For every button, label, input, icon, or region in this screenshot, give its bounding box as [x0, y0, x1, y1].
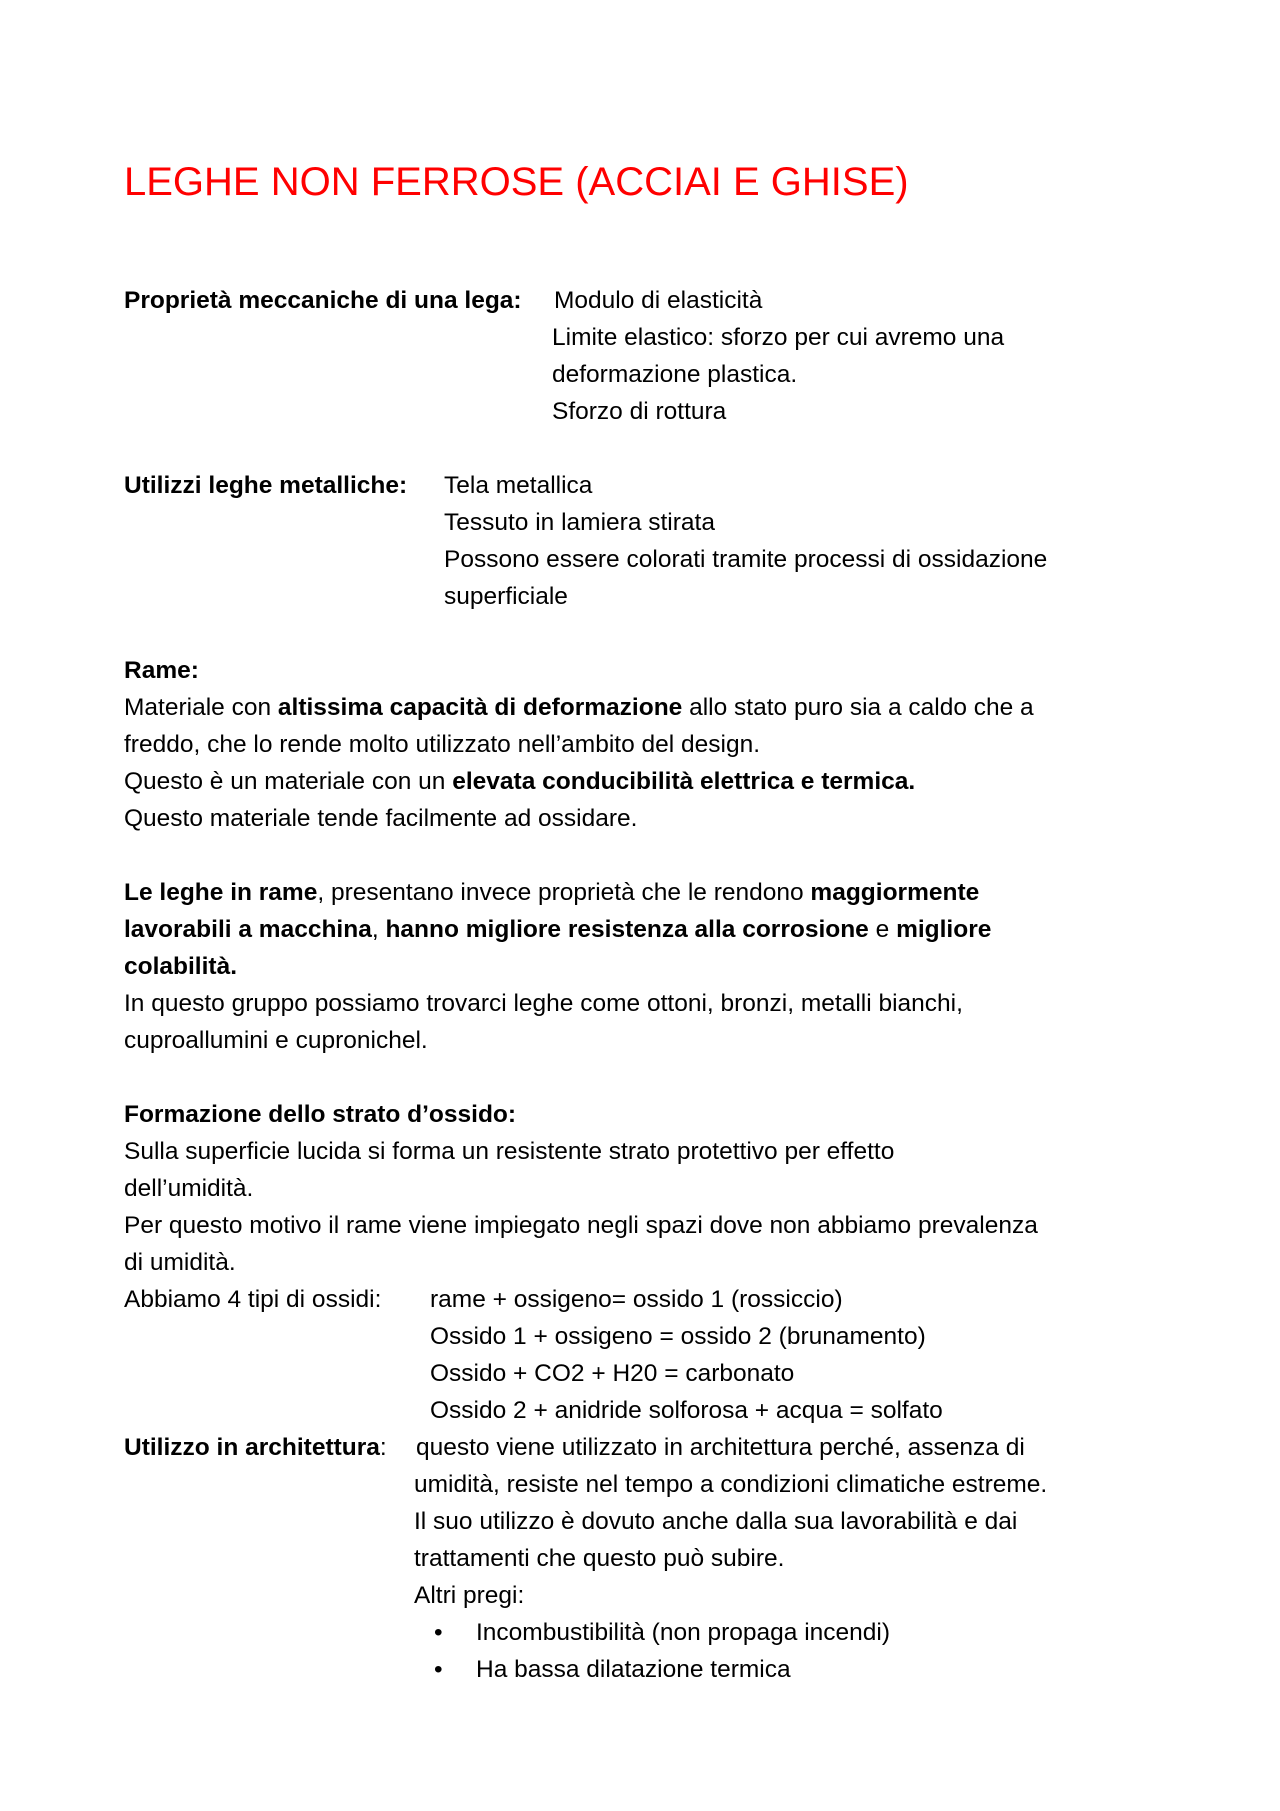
utilizzi-item: Possono essere colorati tramite processi di ossidazione	[444, 546, 1048, 573]
utilizzi-label: Utilizzi leghe metalliche:	[124, 472, 408, 499]
ossido-line: dell’umidità.	[124, 1175, 254, 1202]
leghe-rame-line: In questo gruppo possiamo trovarci leghe come ottoni, bronzi, metalli bianchi,	[124, 990, 963, 1017]
ossido-line: Per questo motivo il rame viene impiegato negli spazi dove non abbiamo prevalenza	[124, 1212, 1038, 1239]
rame-paragraph-line: Questo è un materiale con un elevata conducibilità elettrica e termica.	[124, 768, 916, 795]
ossido-tipo: Ossido 1 + ossigeno = ossido 2 (brunamento)	[430, 1323, 926, 1350]
architettura-line: Altri pregi:	[414, 1582, 525, 1609]
ossido-tipo: Ossido + CO2 + H20 = carbonato	[430, 1360, 795, 1387]
rame-paragraph-line: Questo materiale tende facilmente ad ossidare.	[124, 805, 638, 832]
architettura-line: umidità, resiste nel tempo a condizioni climatiche estreme.	[414, 1471, 1048, 1498]
architettura-line: questo viene utilizzato in architettura perché, assenza di	[416, 1434, 1025, 1461]
proprieta-item: Limite elastico: sforzo per cui avremo una	[552, 324, 1005, 351]
ossido-line: Sulla superficie lucida si forma un resistente strato protettivo per effetto	[124, 1138, 895, 1165]
rame-paragraph-line: freddo, che lo rende molto utilizzato nell’ambito del design.	[124, 731, 761, 758]
utilizzi-item: Tessuto in lamiera stirata	[444, 509, 715, 536]
ossido-line: di umidità.	[124, 1249, 236, 1276]
ossido-tipo: Ossido 2 + anidride solforosa + acqua = solfato	[430, 1397, 943, 1424]
utilizzi-item: superficiale	[444, 583, 568, 610]
proprieta-item: Modulo di elasticità	[554, 287, 763, 314]
proprieta-label: Proprietà meccaniche di una lega:	[124, 287, 522, 314]
bullet-item: Ha bassa dilatazione termica	[476, 1656, 791, 1683]
ossido-heading: Formazione dello strato d’ossido:	[124, 1101, 517, 1128]
proprieta-item: Sforzo di rottura	[552, 398, 727, 425]
bullet-glyph: •	[434, 1656, 443, 1683]
utilizzi-item: Tela metallica	[444, 472, 593, 499]
bullet-item: Incombustibilità (non propaga incendi)	[476, 1619, 891, 1646]
page-title: LEGHE NON FERROSE (ACCIAI E GHISE)	[124, 160, 909, 204]
rame-heading: Rame:	[124, 657, 199, 684]
rame-paragraph-line: Materiale con altissima capacità di deformazione allo stato puro sia a caldo che a	[124, 694, 1034, 721]
leghe-rame-line: colabilità.	[124, 953, 238, 980]
ossido-tipi-label: Abbiamo 4 tipi di ossidi:	[124, 1286, 382, 1313]
proprieta-item: deformazione plastica.	[552, 361, 798, 388]
ossido-tipo: rame + ossigeno= ossido 1 (rossiccio)	[430, 1286, 843, 1313]
leghe-rame-line: Le leghe in rame, presentano invece proprietà che le rendono maggiormente	[124, 879, 980, 906]
architettura-line: trattamenti che questo può subire.	[414, 1545, 785, 1572]
architettura-line: Il suo utilizzo è dovuto anche dalla sua lavorabilità e dai	[414, 1508, 1018, 1535]
architettura-label: Utilizzo in architettura:	[124, 1434, 387, 1461]
leghe-rame-line: cuproallumini e cupronichel.	[124, 1027, 428, 1054]
leghe-rame-line: lavorabili a macchina, hanno migliore resistenza alla corrosione e migliore	[124, 916, 992, 943]
bullet-glyph: •	[434, 1619, 443, 1646]
